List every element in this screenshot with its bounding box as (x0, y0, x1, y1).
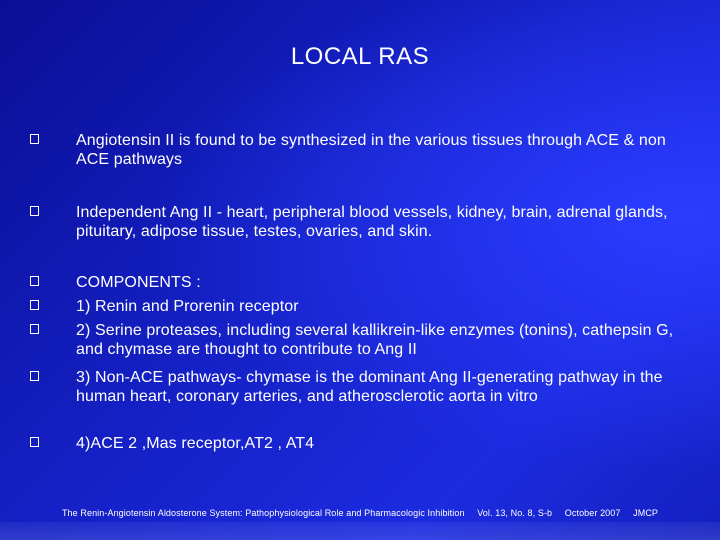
bullet-box-icon (30, 206, 39, 216)
bullet-text: 2) Serine proteases, including several kallikrein-like enzymes (tonins), cathepsin G, and chymase are thought to contribute to Ang II (76, 322, 674, 358)
bullet-text: 4)ACE 2 ,Mas receptor,AT2 , AT4 (76, 435, 315, 452)
slide-footer (0, 508, 720, 518)
bullet-item (52, 131, 692, 169)
bullet-text: Angiotensin II is found to be synthesized in the various tissues through ACE & non ACE pathways (76, 132, 666, 168)
bottom-band (0, 522, 720, 540)
bullet-item (52, 273, 692, 292)
bullet-item (52, 297, 692, 316)
footer-citation: The Renin-Angiotensin Aldosterone System: Pathophysiological Role and Pharmacologic Inhibition (61, 508, 465, 518)
bullet-item (52, 368, 692, 406)
bullet-box-icon (30, 134, 39, 144)
bullet-item (52, 203, 692, 241)
bullet-text: Independent Ang II - heart, peripheral blood vessels, kidney, brain, adrenal glands, pituitary, adipose tissue, testes, ovaries, and skin. (76, 204, 668, 240)
bullet-box-icon (30, 300, 39, 310)
slide-title: LOCAL RAS (290, 43, 430, 70)
bullet-item (52, 434, 692, 453)
bullet-item (52, 321, 692, 359)
bullet-box-icon (30, 324, 39, 334)
footer-journal: JMCP (633, 508, 659, 518)
footer-volume: Vol. 13, No. 8, S-b (477, 508, 553, 518)
footer-date: October 2007 (564, 508, 621, 518)
bullet-text: COMPONENTS : (76, 274, 201, 291)
bullet-text: 1) Renin and Prorenin receptor (76, 298, 299, 315)
bullet-box-icon (30, 276, 39, 286)
bullet-box-icon (30, 437, 39, 447)
bullet-box-icon (30, 371, 39, 381)
bullet-text: 3) Non-ACE pathways- chymase is the dominant Ang II-generating pathway in the human heart, coronary arteries, and atherosclerotic aorta in vitro (76, 369, 663, 405)
